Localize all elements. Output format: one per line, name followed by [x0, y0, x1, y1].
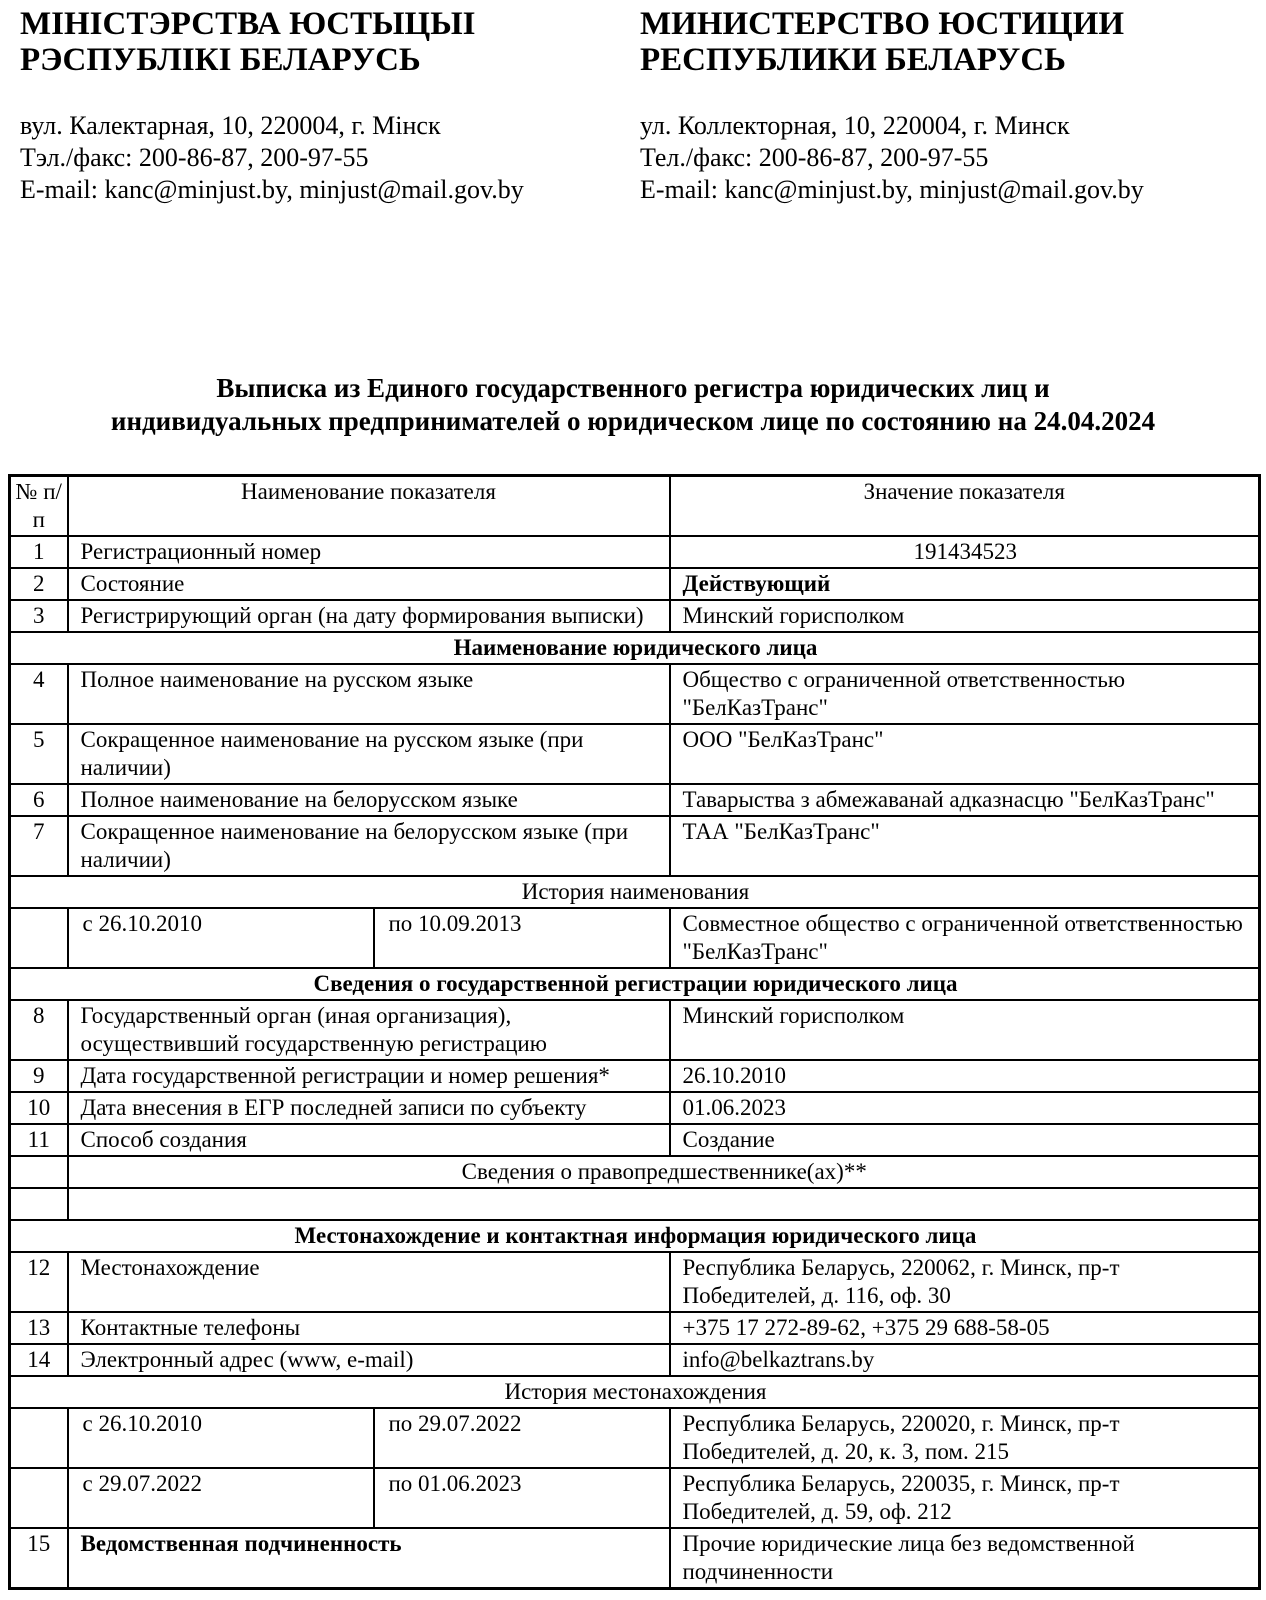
history-date-to: по 29.07.2022 — [374, 1408, 670, 1468]
email-russian: E-mail: kanc@minjust.by, minjust@mail.gov.by — [640, 175, 1144, 204]
indicator-value: +375 17 272-89-62, +375 29 688-58-05 — [670, 1312, 1260, 1344]
table-row-4 — [10, 664, 1260, 724]
row-number: 7 — [10, 816, 68, 876]
org-name-russian — [640, 6, 1260, 78]
history-date-to: по 10.09.2013 — [374, 908, 670, 968]
indicator-name: Состояние — [68, 568, 670, 600]
phone-belarusian: Тэл./факс: 200-86-87, 200-97-55 — [20, 143, 369, 172]
row-number: 3 — [10, 600, 68, 632]
row-number: 1 — [10, 536, 68, 568]
org-name-by-line2: РЭСПУБЛІКІ БЕЛАРУСЬ — [20, 42, 421, 78]
history-value: Совместное общество с ограниченной ответственностью "БелКазТранс" — [670, 908, 1260, 968]
registry-table-body — [10, 536, 1260, 1589]
indicator-name: Ведомственная подчиненность — [68, 1528, 670, 1589]
table-row-7 — [10, 816, 1260, 876]
row-number: 5 — [10, 724, 68, 784]
phone-russian: Тел./факс: 200-86-87, 200-97-55 — [640, 143, 989, 172]
row-number: 13 — [10, 1312, 68, 1344]
row-number: 11 — [10, 1124, 68, 1156]
row-number: 15 — [10, 1528, 68, 1589]
table-row-15 — [10, 1528, 1260, 1589]
indicator-value: ТАА "БелКазТранс" — [670, 816, 1260, 876]
history-value: Республика Беларусь, 220020, г. Минск, пр-т Победителей, д. 20, к. 3, пом. 215 — [670, 1408, 1260, 1468]
indicator-value: Действующий — [670, 568, 1260, 600]
section-header-row — [10, 1156, 1260, 1188]
table-row-14 — [10, 1344, 1260, 1376]
section-header-row — [10, 876, 1260, 908]
row-number: 14 — [10, 1344, 68, 1376]
section-title: Наименование юридического лица — [10, 632, 1260, 664]
document-title — [30, 372, 1236, 438]
indicator-value: Минский горисполком — [670, 600, 1260, 632]
row-number: 12 — [10, 1252, 68, 1312]
row-number-empty — [10, 908, 68, 968]
address-belarusian: вул. Калектарная, 10, 220004, г. Мінск — [20, 111, 441, 140]
table-row-1 — [10, 536, 1260, 568]
table-row-9 — [10, 1060, 1260, 1092]
history-date-from: с 26.10.2010 — [68, 908, 374, 968]
table-row-10 — [10, 1092, 1260, 1124]
table-row-6 — [10, 784, 1260, 816]
indicator-name: Государственный орган (иная организация), осуществивший государственную регистрацию — [68, 1000, 670, 1060]
table-row-13 — [10, 1312, 1260, 1344]
section-title: История наименования — [10, 876, 1260, 908]
row-number-empty — [10, 1408, 68, 1468]
table-row-8 — [10, 1000, 1260, 1060]
indicator-value: Минский горисполком — [670, 1000, 1260, 1060]
email-belarusian: E-mail: kanc@minjust.by, minjust@mail.gov.by — [20, 175, 524, 204]
indicator-value: info@belkaztrans.by — [670, 1344, 1260, 1376]
letterhead-left — [20, 6, 640, 206]
section-header-row — [10, 1376, 1260, 1408]
indicator-value: Создание — [670, 1124, 1260, 1156]
row-number: 9 — [10, 1060, 68, 1092]
row-number: 4 — [10, 664, 68, 724]
history-date-from: с 26.10.2010 — [68, 1408, 374, 1468]
org-name-belarusian — [20, 6, 640, 78]
indicator-value: Таварыства з абмежаванай адказнасцю "БелКазТранс" — [670, 784, 1260, 816]
row-number: 6 — [10, 784, 68, 816]
indicator-name: Сокращенное наименование на белорусском языке (при наличии) — [68, 816, 670, 876]
row-number-empty — [10, 1156, 68, 1188]
contact-block-belarusian — [20, 110, 640, 206]
section-header-row — [10, 1220, 1260, 1252]
table-row-11 — [10, 1124, 1260, 1156]
indicator-value: Прочие юридические лица без ведомственной подчиненности — [670, 1528, 1260, 1589]
indicator-name: Сокращенное наименование на русском языке (при наличии) — [68, 724, 670, 784]
org-name-ru-line2: РЕСПУБЛИКИ БЕЛАРУСЬ — [640, 42, 1067, 78]
section-title: История местонахождения — [10, 1376, 1260, 1408]
indicator-name: Способ создания — [68, 1124, 670, 1156]
history-row — [10, 1408, 1260, 1468]
section-title: Сведения о правопредшественнике(ах)** — [68, 1156, 1260, 1188]
contact-block-russian — [640, 110, 1260, 206]
indicator-value: 26.10.2010 — [670, 1060, 1260, 1092]
indicator-value: Республика Беларусь, 220062, г. Минск, пр-т Победителей, д. 116, оф. 30 — [670, 1252, 1260, 1312]
indicator-value: 01.06.2023 — [670, 1092, 1260, 1124]
table-row-12 — [10, 1252, 1260, 1312]
indicator-value: Общество с ограниченной ответственностью "БелКазТранс" — [670, 664, 1260, 724]
document-title-line1: Выписка из Единого государственного регистра юридических лиц и — [216, 373, 1050, 403]
indicator-name: Местонахождение — [68, 1252, 670, 1312]
row-number: 8 — [10, 1000, 68, 1060]
history-date-to: по 01.06.2023 — [374, 1468, 670, 1528]
table-row-3 — [10, 600, 1260, 632]
section-header-row — [10, 632, 1260, 664]
table-row-5 — [10, 724, 1260, 784]
section-title: Местонахождение и контактная информация юридического лица — [10, 1220, 1260, 1252]
column-header-indicator-value: Значение показателя — [670, 476, 1260, 537]
empty-row — [10, 1188, 1260, 1220]
row-number-empty — [10, 1468, 68, 1528]
registry-table — [8, 474, 1261, 1590]
indicator-value: ООО "БелКазТранс" — [670, 724, 1260, 784]
org-name-ru-line1: МИНИСТЕРСТВО ЮСТИЦИИ — [640, 6, 1125, 42]
column-header-number: № п/п — [10, 476, 68, 537]
indicator-name: Дата внесения в ЕГР последней записи по субъекту — [68, 1092, 670, 1124]
column-header-indicator-name: Наименование показателя — [68, 476, 670, 537]
history-date-from: с 29.07.2022 — [68, 1468, 374, 1528]
section-title: Сведения о государственной регистрации юридического лица — [10, 968, 1260, 1000]
row-number: 10 — [10, 1092, 68, 1124]
history-row — [10, 1468, 1260, 1528]
indicator-name: Дата государственной регистрации и номер решения* — [68, 1060, 670, 1092]
indicator-value: 191434523 — [670, 536, 1260, 568]
table-header-row — [10, 476, 1260, 537]
indicator-name: Полное наименование на белорусском языке — [68, 784, 670, 816]
letterhead-right — [640, 6, 1260, 206]
indicator-name: Контактные телефоны — [68, 1312, 670, 1344]
letterhead — [0, 0, 1266, 206]
document-title-line2: индивидуальных предпринимателей о юридическом лице по состоянию на 24.04.2024 — [110, 406, 1156, 436]
indicator-name: Регистрационный номер — [68, 536, 670, 568]
org-name-by-line1: МІНІСТЭРСТВА ЮСТЫЦЫІ — [20, 6, 476, 42]
address-russian: ул. Коллекторная, 10, 220004, г. Минск — [640, 111, 1070, 140]
indicator-name: Электронный адрес (www, e-mail) — [68, 1344, 670, 1376]
indicator-name: Регистрирующий орган (на дату формирования выписки) — [68, 600, 670, 632]
history-value: Республика Беларусь, 220035, г. Минск, пр-т Победителей, д. 59, оф. 212 — [670, 1468, 1260, 1528]
history-row — [10, 908, 1260, 968]
empty-cell — [68, 1188, 1260, 1220]
table-row-2 — [10, 568, 1260, 600]
section-header-row — [10, 968, 1260, 1000]
row-number: 2 — [10, 568, 68, 600]
row-number-empty — [10, 1188, 68, 1220]
indicator-name: Полное наименование на русском языке — [68, 664, 670, 724]
